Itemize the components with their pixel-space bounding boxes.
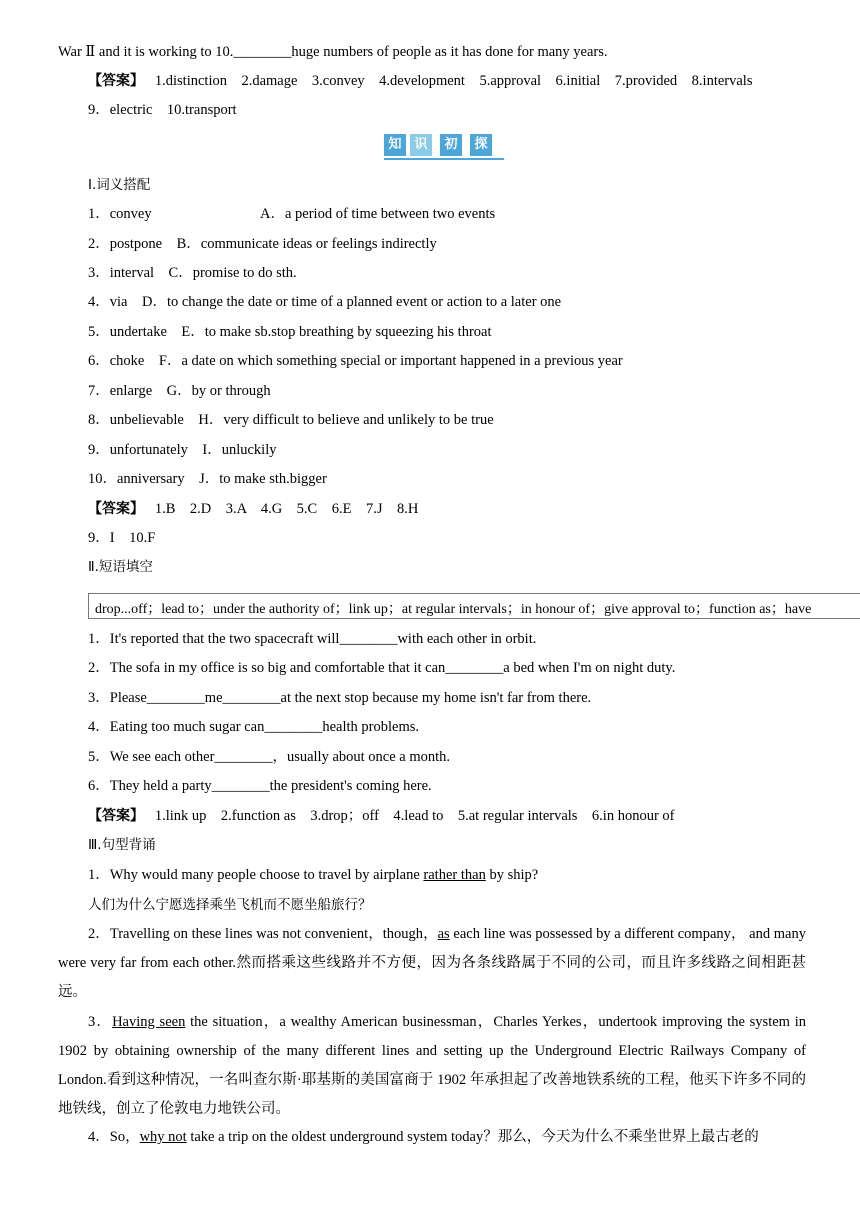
answers-2-cont: 9．I 10.F — [88, 530, 156, 546]
blank-item: 1．It's reported that the two spacecraft will________with each other in orbit. — [88, 631, 537, 647]
matching-item: 9．unfortunately I．unluckily — [88, 442, 277, 458]
banner-char: 识 — [410, 134, 432, 156]
answers-3-text: 1.link up 2.function as 3.drop；off 4.lead to 5.at regular intervals 6.in honour of — [154, 808, 675, 824]
blank-item: 4．Eating too much sugar can________health problems. — [88, 719, 420, 735]
sentence-4: 4．So，why not take a trip on the oldest underground system today？那么，今天为什么不乘坐世界上最古老的 — [88, 1129, 759, 1145]
sentence-3: 3．Having seen the situation，a wealthy American businessman，Charles Yerkes，undertook improving the system in 1902 by obtaining ownership of the many different lines and setting up the Underground Electric Railways Company of London.看到这种情况，一名叫查尔斯·耶基斯的美国富商于 1902 年承担起了改善地铁系统的工程，他买下许多不同的地铁线，创立了伦敦电力地铁公司。 — [58, 1014, 807, 1117]
answers-3 — [88, 807, 675, 825]
answers-2 — [88, 500, 418, 518]
answers-2-text: 1.B 2.D 3.A 4.G 5.C 6.E 7.J 8.H — [154, 501, 419, 517]
matching-item: 10．anniversary J．to make sth.bigger — [88, 471, 327, 487]
sentence-2: 2．Travelling on these lines was not convenient，though，as each line was possessed by a different company， and many were very far from each other.然而搭乘这些线路并不方便，因为各条线路属于不同的公司，而且许多线路之间相距甚远。 — [58, 926, 806, 1000]
banner-char: 知 — [384, 134, 406, 156]
blank-item: 3．Please________me________at the next stop because my home isn't far from there. — [88, 690, 592, 706]
matching-item: 5．undertake E．to make sb.stop breathing by squeezing his throat — [88, 324, 492, 340]
blank-item: 2．The sofa in my office is so big and comfortable that it can________a bed when I'm on night duty. — [88, 660, 676, 676]
blank-item: 5．We see each other________，usually about once a month. — [88, 749, 451, 765]
matching-item: 1．convey A．a period of time between two events — [88, 206, 496, 222]
blank-item: 6．They held a party________the president's coming here. — [88, 778, 432, 794]
section1-title: Ⅰ.词义搭配 — [88, 177, 151, 193]
matching-item: 2．postpone B．communicate ideas or feelings indirectly — [88, 236, 437, 252]
banner-rule — [384, 158, 504, 160]
section3-title: Ⅲ.句型背诵 — [88, 837, 156, 853]
section2-title: Ⅱ.短语填空 — [88, 559, 153, 575]
matching-item: 6．choke F．a date on which something special or important happened in a previous year — [88, 353, 623, 369]
answer-label: 【答案】 — [88, 808, 144, 824]
underlined-phrase: as — [437, 926, 450, 942]
underlined-phrase: why not — [139, 1129, 187, 1145]
matching-item: 8．unbelievable H．very difficult to believe and unlikely to be true — [88, 412, 494, 428]
sentence-1-translation: 人们为什么宁愿选择乘坐飞机而不愿坐船旅行？ — [88, 897, 372, 913]
banner-char: 探 — [470, 134, 492, 156]
matching-item: 7．enlarge G．by or through — [88, 383, 271, 399]
underlined-phrase: rather than — [423, 867, 486, 883]
underlined-phrase: Having seen — [112, 1014, 186, 1030]
answers-1 — [88, 72, 752, 90]
banner-char: 初 — [440, 134, 462, 156]
matching-item: 3．interval C．promise to do sth. — [88, 265, 297, 281]
phrase-box: drop...off；lead to；under the authority of；link up；at regular intervals；in honour of；give approval to；function as；have — [88, 593, 860, 619]
answer-label: 【答案】 — [88, 501, 144, 517]
matching-item: 4．via D．to change the date or time of a planned event or action to a later one — [88, 294, 562, 310]
answer-label: 【答案】 — [88, 73, 144, 89]
answers-1-text: 1.distinction 2.damage 3.convey 4.development 5.approval 6.initial 7.provided 8.intervals — [154, 73, 753, 89]
top-line: War Ⅱ and it is working to 10.________huge numbers of people as it has done for many years. — [58, 44, 608, 60]
section-banner — [384, 132, 504, 160]
sentence-1: 1．Why would many people choose to travel by airplane rather than by ship? — [88, 867, 539, 883]
answers-1-cont: 9．electric 10.transport — [88, 102, 237, 118]
